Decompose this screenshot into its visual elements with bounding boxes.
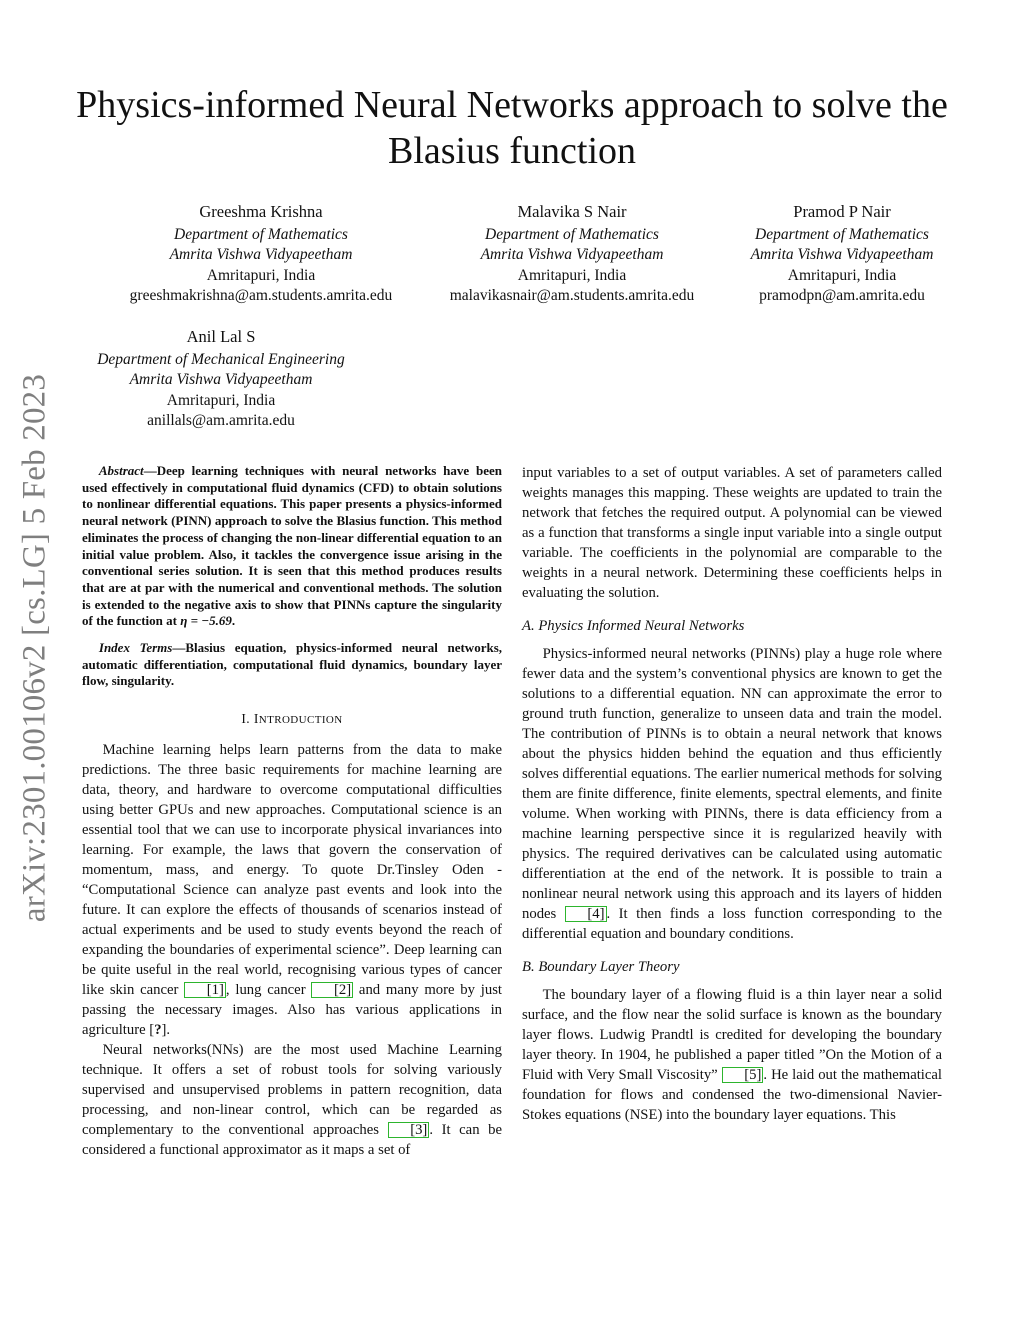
author-location: Amritapuri, India xyxy=(206,266,316,284)
author-name: Pramod P Nair xyxy=(793,202,891,221)
author-location: Amritapuri, India xyxy=(517,266,627,284)
paragraph-text: . He laid out the mathematical foundation for flows and condensed the two-dimensional Navier-Stokes equations (NSE) into the boundary layer equations. This xyxy=(522,1067,942,1123)
author-department: Department of Mechanical Engineering xyxy=(97,350,345,368)
abstract-text: Deep learning techniques with neural networks have been used effectively in computational fluid dynamics (CFD) to obtain solutions to nonlinear differential equations. This paper presents a physics-informed neural network (PINN) approach to solve the Blasius function. This method eliminates the process of changing the non-linear differential equation to an initial value problem. Also, it tackles the convergence issue arising in the conventional series solution. It is seen that this method produces results that are at par with the numerical and conventional methods. The solution is extended to the negative axis to show that PINNs capture the singularity of the function at xyxy=(82,463,502,629)
paragraph: input variables to a set of output variables. A set of parameters called weights manages this mapping. These weights are updated to train the network that fetches the required output. A polynomial can be viewed as a function that transforms a single input variable into a single output variable. The coefficients in the polynomial are comparable to the weights in a neural network. Determining these coefficients helps in evaluating the solution. xyxy=(522,465,942,601)
paragraph-text: ]. xyxy=(161,1022,171,1039)
paragraph-text: . It then finds a loss function corresponding to the differential equation and boundary conditions. xyxy=(522,906,942,942)
paragraph-text: and many more by just passing the necessary images. Also has various applications in agriculture [ xyxy=(82,982,503,1039)
paragraph xyxy=(82,740,502,1040)
author-institution: Amrita Vishwa Vidyapeetham xyxy=(129,371,313,388)
citation-link[interactable]: [5] xyxy=(722,1067,764,1083)
arxiv-id: arXiv:2301.00106v2 [cs.LG] 5 Feb 2023 xyxy=(16,373,53,922)
index-terms-text: Blasius equation, physics-informed neural networks, automatic differentiation, computational fluid dynamics, boundary layer flow, singularity. xyxy=(82,640,502,689)
citation-link[interactable]: [2] xyxy=(311,982,353,998)
author-department: Department of Mathematics xyxy=(755,225,929,243)
arxiv-stamp xyxy=(4,365,66,930)
author-email: anillals@am.amrita.edu xyxy=(147,412,295,429)
paragraph-text: Neural networks(NNs) are the most used Machine Learning technique. It offers a set of robust tools for solving variously supervised and unsupervised problems in pattern recognition, data processing, and non-linear control, which can be regarded as complementary to the conventional approaches xyxy=(82,1042,502,1139)
paragraph xyxy=(522,985,942,1125)
section-heading xyxy=(82,709,502,730)
paragraph-text: . It can be considered a functional approximator as it maps a set of xyxy=(82,1122,502,1159)
author-name: Malavika S Nair xyxy=(517,202,627,221)
abstract-end: . xyxy=(231,613,236,629)
author-name: Anil Lal S xyxy=(186,327,256,346)
index-terms: Index Terms—Blasius equation, physics-informed neural networks, automatic differentiation, computational fluid dynamics, boundary layer flow, singularity. xyxy=(82,640,502,689)
paragraph xyxy=(82,1040,502,1160)
author-location: Amritapuri, India xyxy=(787,266,897,284)
author-institution: Amrita Vishwa Vidyapeetham xyxy=(480,246,664,263)
index-terms-label: Index Terms xyxy=(98,640,173,656)
paragraph xyxy=(522,644,942,944)
author-email: greeshmakrishna@am.students.amrita.edu xyxy=(129,287,393,304)
author-department: Department of Mathematics xyxy=(174,225,348,243)
author-block xyxy=(62,327,380,432)
section-number: I. xyxy=(241,711,251,727)
left-column xyxy=(82,463,502,1160)
citation-link[interactable]: [1] xyxy=(184,982,226,998)
author-email: pramodpn@am.amrita.edu xyxy=(759,287,925,304)
paragraph-text: , lung cancer xyxy=(225,982,306,999)
abstract: Abstract—Deep learning techniques with neural networks have been used effectively in computational fluid dynamics (CFD) to obtain solutions to nonlinear differential equations. This paper presents a physics-informed neural network (PINN) approach to solve the Blasius function. This method eliminates the process of changing the non-linear differential equation to an initial value problem. Also, it tackles the convergence issue arising in the conventional series solution. It is seen that this method produces results that are at par with the numerical and conventional methods. The solution is extended to the negative axis to show that PINNs capture the singularity of the function at η = −5.69. xyxy=(82,463,502,629)
author-name: Greeshma Krishna xyxy=(199,202,323,221)
section-title-initial: I xyxy=(253,711,259,727)
subsection-heading: B. Boundary Layer Theory xyxy=(522,959,680,975)
author-block xyxy=(100,202,422,307)
author-location: Amritapuri, India xyxy=(166,391,276,409)
paper-title: Physics-informed Neural Networks approach to solve the Blasius function xyxy=(76,84,948,172)
citation-link[interactable]: [3] xyxy=(388,1122,430,1138)
author-institution: Amrita Vishwa Vidyapeetham xyxy=(169,246,353,263)
paragraph-text: Physics-informed neural networks (PINNs) play a huge role where fewer data and the system’s conventional physics are known to get the solutions to a differential equation. NN can approximate the error to ground truth function, generalize to unseen data and train the model. The contribution of PINNs is to obtain a neural network that knows about the physics hidden behind the equation and thus efficiently solves differential equations. The earlier numerical methods for solving them are finite difference, finite elements, spectral elements, and finite volume. When working with PINNs, there is data efficiency from a machine learning perspective since it is regularized heavily with physics. The required derivatives can be calculated using automatic differentiation at the end of the network. It is possible to train a nonlinear neural network using this approach and its layers of hidden nodes xyxy=(522,646,942,922)
paragraph-text: Machine learning helps learn patterns from the data to make predictions. The three basic requirements for machine learning are data, theory, and hardware to overcome computational difficulties using better GPUs and new approaches. Computational science is an essential tool that we can use to incorporate physical invariances into learning. For example, the laws that govern the conservation of momentum, mass, and energy. To quote Dr.Tinsley Oden - “Computational Science can analyze past events and look into the future. It can explore the effects of thousands of scenarios instead of actual experiments and be used to study events beyond the reach of expanding the boundaries of experimental science”. Deep learning can be quite useful in the real world, recognising various types of cancer like skin cancer xyxy=(82,742,502,999)
author-block xyxy=(422,202,722,307)
abstract-label: Abstract xyxy=(98,463,144,478)
author-department: Department of Mathematics xyxy=(485,225,659,243)
missing-citation-mark: ? xyxy=(154,1022,162,1039)
subsection-heading: A. Physics Informed Neural Networks xyxy=(522,618,745,634)
right-column xyxy=(522,463,942,1125)
abstract-math: η = −5.69 xyxy=(180,613,232,629)
author-block xyxy=(722,202,962,307)
author-institution: Amrita Vishwa Vidyapeetham xyxy=(750,246,934,263)
section-title-rest: NTRODUCTION xyxy=(258,714,343,727)
paragraph-text: The boundary layer of a flowing fluid is a thin layer near a solid surface, and the flow near the solid surface is known as the boundary layer flows. Ludwig Prandtl is credited for developing the boundary layer theory. In 1904, he published a paper titled ”On the Motion of a Fluid with Very Small Viscosity” xyxy=(522,987,942,1083)
citation-link[interactable]: [4] xyxy=(565,906,607,922)
author-email: malavikasnair@am.students.amrita.edu xyxy=(449,287,695,304)
